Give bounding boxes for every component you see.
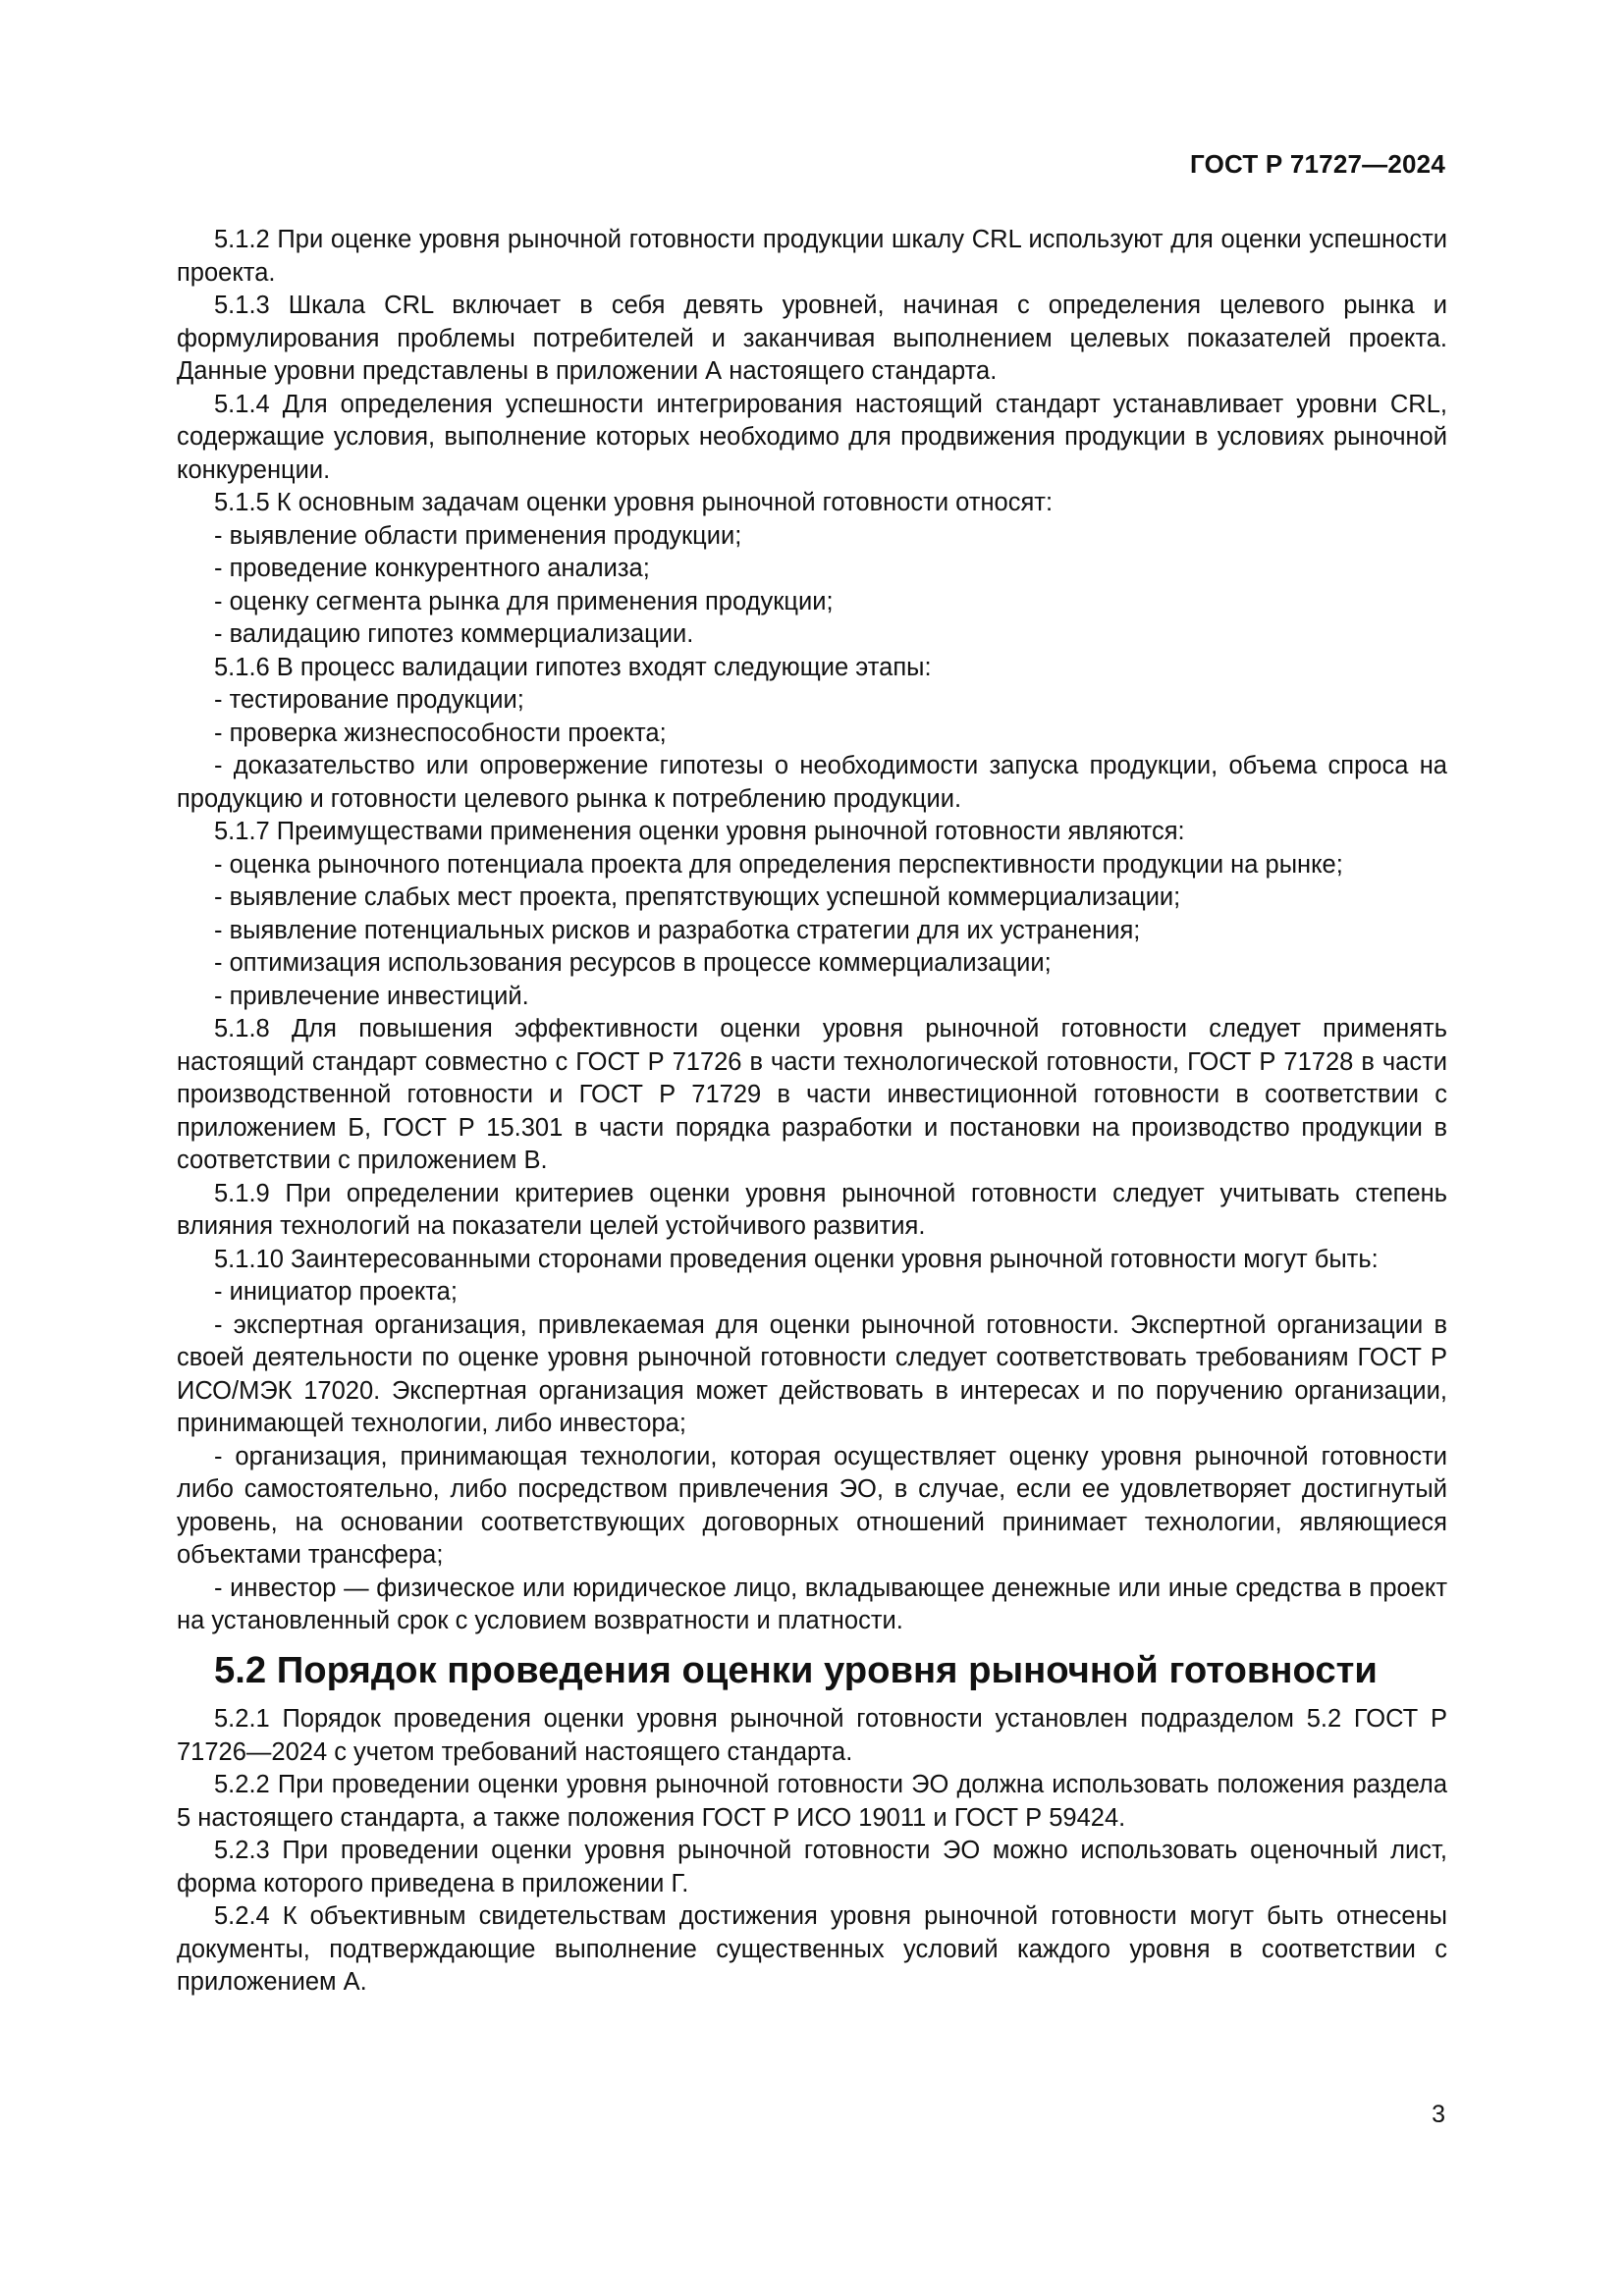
paragraph-5-1-8: 5.1.8 Для повышения эффективности оценки уровня рыночной готовности следует применять настоящий стандарт совместно с ГОСТ Р 71726 в части технологической готовности, ГОСТ Р 71728 в части производственной готовности и ГОСТ Р 71729 в части инвестиционной готовности в соответствии с приложением Б, ГОСТ Р 15.301 в части порядка разработки и постановки на производство продукции в соответствии с приложением В. (177, 1015, 1447, 1174)
list-item: - оптимизация использования ресурсов в процессе коммерциализации; (214, 949, 1052, 977)
paragraph-5-2-2: 5.2.2 При проведении оценки уровня рыночной готовности ЭО должна использовать положения раздела 5 настоящего стандарта, а также положения ГОСТ Р ИСО 19011 и ГОСТ Р 59424. (177, 1771, 1447, 1832)
list-item: - тестирование продукции; (214, 686, 524, 714)
section-heading-5-2: 5.2 Порядок проведения оценки уровня рыночной готовности (214, 1648, 1378, 1691)
list-item: - привлечение инвестиций. (214, 982, 529, 1010)
paragraph-5-2-4: 5.2.4 К объективным свидетельствам достижения уровня рыночной готовности могут быть отнесены документы, подтверждающие выполнение существенных условий каждого уровня в соответствии с приложением А. (177, 1902, 1447, 1996)
paragraph-5-1-10: 5.1.10 Заинтересованными сторонами проведения оценки уровня рыночной готовности могут быть: (214, 1245, 1379, 1273)
list-item: - выявление области применения продукции; (214, 521, 742, 550)
list-item: - выявление слабых мест проекта, препятствующих успешной коммерциализации; (214, 883, 1181, 911)
document-header: ГОСТ Р 71727—2024 (1190, 149, 1445, 179)
list-item: - организация, принимающая технологии, которая осуществляет оценку уровня рыночной готовности либо самостоятельно, либо посредством привлечения ЭО, в случае, если ее удовлетворяет достигнутый уровень, на основании соответствующих договорных отношений принимает технологии, являющиеся объектами трансфера; (177, 1442, 1447, 1569)
page-number: 3 (1432, 2101, 1445, 2128)
list-item: - инициатор проекта; (214, 1278, 458, 1306)
list-item: - доказательство или опровержение гипотезы о необходимости запуска продукции, объема спроса на продукцию и готовности целевого рынка к потреблению продукции. (177, 752, 1447, 813)
paragraph-5-1-7: 5.1.7 Преимуществами применения оценки уровня рыночной готовности являются: (214, 818, 1185, 845)
list-item: - экспертная организация, привлекаемая для оценки рыночной готовности. Экспертной организации в своей деятельности по оценке уровня рыночной готовности следует соответствовать требованиям ГОСТ Р ИСО/МЭК 17020. Экспертная организация может действовать в интересах и по поручению организации, принимающей технологии, либо инвестора; (177, 1310, 1447, 1437)
paragraph-5-1-9: 5.1.9 При определении критериев оценки уровня рыночной готовности следует учитывать степень влияния технологий на показатели целей устойчивого развития. (177, 1179, 1447, 1240)
paragraph-5-1-2: 5.1.2 При оценке уровня рыночной готовности продукции шкалу CRL используют для оценки успешности проекта. (177, 226, 1447, 287)
list-item: - проведение конкурентного анализа; (214, 555, 650, 582)
paragraph-5-1-4: 5.1.4 Для определения успешности интегрирования настоящий стандарт устанавливает уровни CRL, содержащие условия, выполнение которых необходимо для продвижения продукции в условиях рыночной конкуренции. (177, 390, 1447, 484)
list-item: - проверка жизнеспособности проекта; (214, 719, 667, 747)
paragraph-5-2-1: 5.2.1 Порядок проведения оценки уровня рыночной готовности установлен подразделом 5.2 ГОСТ Р 71726—2024 с учетом требований настоящего стандарта. (177, 1705, 1447, 1766)
document-body (177, 224, 1447, 2000)
list-item: - оценка рыночного потенциала проекта для определения перспективности продукции на рынке; (214, 850, 1343, 879)
list-item: - валидацию гипотез коммерциализации. (214, 620, 694, 648)
paragraph-5-1-3: 5.1.3 Шкала CRL включает в себя девять уровней, начиная с определения целевого рынка и формулирования проблемы потребителей и заканчивая выполнением целевых показателей проекта. Данные уровни представлены в приложении А настоящего стандарта. (177, 292, 1447, 385)
list-item: - оценку сегмента рынка для применения продукции; (214, 587, 834, 615)
paragraph-5-1-5: 5.1.5 К основным задачам оценки уровня рыночной готовности относят: (214, 489, 1054, 516)
paragraph-5-1-6: 5.1.6 В процесс валидации гипотез входят следующие этапы: (214, 653, 932, 681)
paragraph-5-2-3: 5.2.3 При проведении оценки уровня рыночной готовности ЭО можно использовать оценочный лист, форма которого приведена в приложении Г. (177, 1837, 1447, 1897)
list-item: - инвестор — физическое или юридическое лицо, вкладывающее денежные или иные средства в проект на установленный срок с условием возвратности и платности. (177, 1574, 1447, 1634)
list-item: - выявление потенциальных рисков и разработка стратегии для их устранения; (214, 916, 1141, 944)
